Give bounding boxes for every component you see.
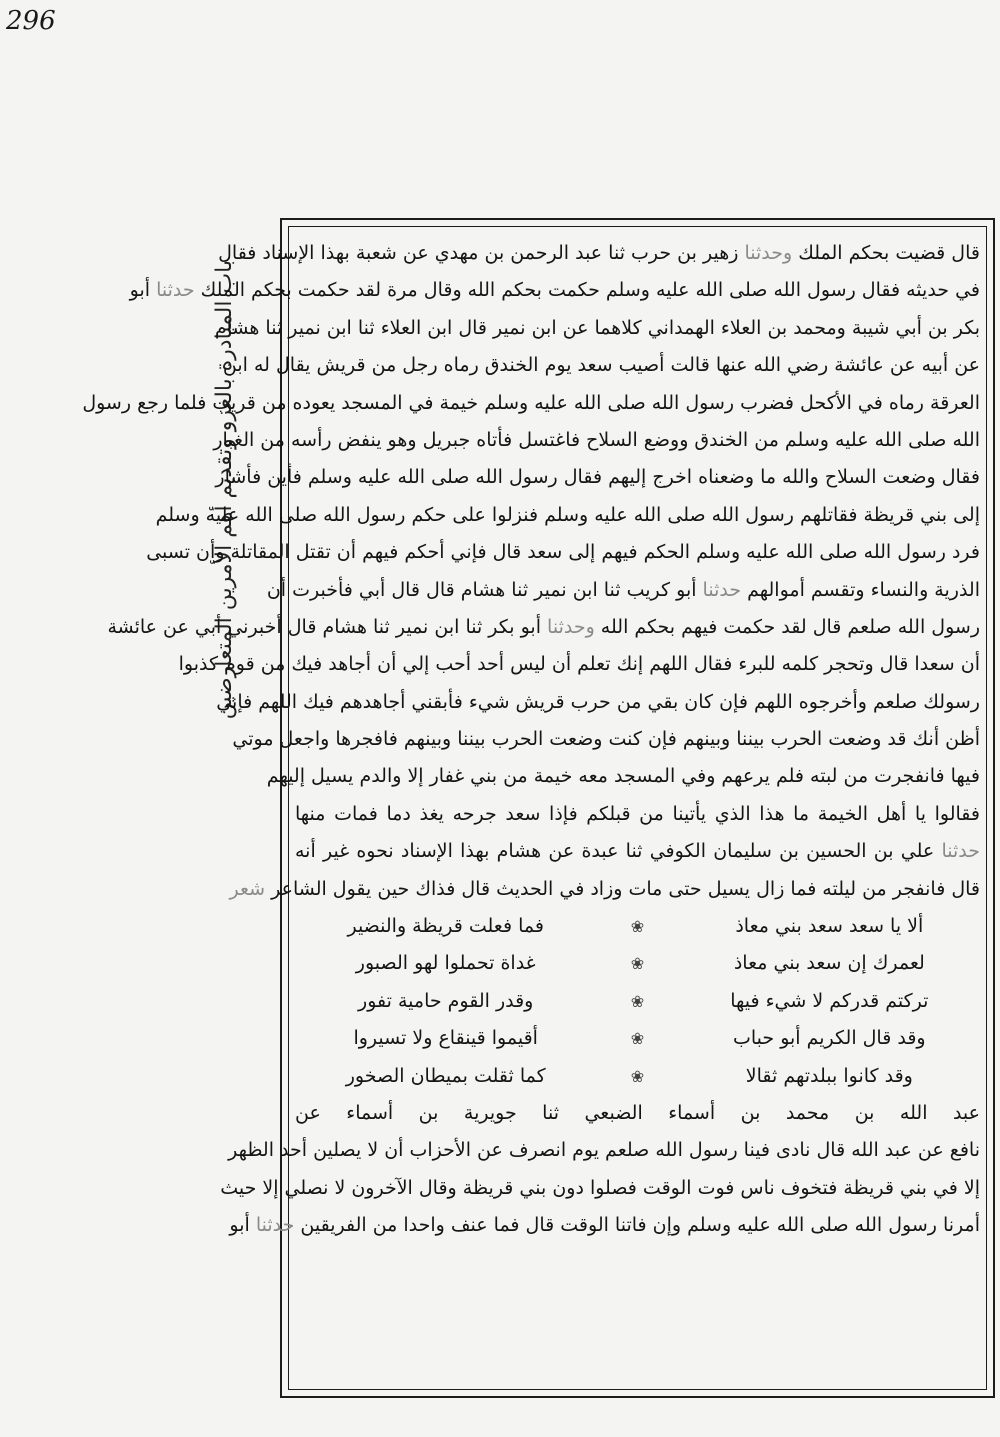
rubric-word: وحدثنا [547, 615, 595, 638]
margin-gloss-text: باب المبادرة بالغزو وتقديم أهم الأمرين المتعارضين [212, 260, 237, 720]
verse-hemistich-left: أقيموا قينقاع ولا تسيروا [353, 1027, 538, 1050]
text-line: عن أبيه عن عائشة رضي الله عنها قالت أصيب سعد يوم الخندق رماه رجل من قريش يقال له ابن [222, 354, 980, 377]
text-line: بكر بن أبي شيبة ومحمد بن العلاء الهمداني كلاهما عن ابن نمير قال ابن العلاء ثنا ابن نمير ثنا هشام [214, 316, 980, 339]
verse-line [295, 1058, 980, 1095]
text-line: العرقة رماه في الأكحل فضرب رسول الله صلى الله عليه وسلم خيمة في المسجد يعوده من قريب فلما رجع رسول [82, 391, 980, 414]
verse-hemistich-left: فما فعلت قريظة والنضير [347, 915, 544, 938]
verse-hemistich-right: لعمرك إن سعد بني معاذ [733, 952, 925, 975]
text-line: أن سعدا قال وتحجر كلمه للبرء فقال اللهم إنك تعلم أن ليس أحد أحب إلي أن أجاهد فيك من قوم كذبوا [178, 653, 980, 676]
verse-hemistich-left: وقدر القوم حامية تفور [358, 989, 534, 1012]
text-line: عبد الله بن محمد بن أسماء الضبعي ثنا جويرية بن أسماء عن [295, 1101, 980, 1124]
text-line: قال قضيت بحكم الملك وحدثنا زهير بن حرب ثنا عبد الرحمن بن مهدي عن شعبة بهذا الإسناد فقال [218, 242, 980, 264]
verse-hemistich-left: غداة تحملوا لهو الصبور [355, 952, 536, 975]
verse-line [295, 908, 980, 945]
text-line: رسول الله صلعم قال لقد حكمت فيهم بحكم الله وحدثنا أبو بكر ثنا ابن نمير ثنا هشام قال أخبرني أبي عن عائشة [107, 615, 980, 638]
text-line: أظن أنك قد وضعت الحرب بيننا وبينهم فإن كنت وضعت الحرب بيننا وبينهم فافجرها واجعل موتي [232, 728, 980, 751]
text-line: قال فانفجر من ليلته فما زال يسيل حتى مات وزاد في الحديث قال فذاك حين يقول الشاعر شعر [229, 877, 980, 900]
text-line: فقال وضعت السلاح والله ما وضعناه اخرج إليهم فقال رسول الله صلى الله عليه وسلم فأين فأشار [215, 466, 980, 489]
text-line: حدثنا علي بن الحسين بن سليمان الكوفي ثنا عبدة عن هشام بهذا الإسناد نحوه غير أنه [295, 840, 980, 863]
text-line: فقالوا يا أهل الخيمة ما هذا الذي يأتينا من قبلكم فإذا سعد جرحه يغذ دما فمات منها [295, 802, 980, 825]
verse-line [295, 983, 980, 1020]
text-line: في حديثه فقال رسول الله صلى الله عليه وسلم حكمت بحكم الله وقال مرة لقد حكمت بحكم الملك حدثنا أبو [129, 279, 980, 302]
rubric-word: حدثنا [156, 279, 195, 302]
verse-separator-icon: ❀ [630, 1029, 645, 1049]
rubric-word: وحدثنا [744, 242, 793, 264]
verse-separator-icon: ❀ [630, 954, 645, 974]
verse-hemistich-right: تركتم قدركم لا شيء فيها [730, 989, 929, 1012]
text-line: نافع عن عبد الله قال نادى فينا رسول الله صلعم يوم انصرف عن الأحزاب أن لا يصلين أحد الظهر [228, 1139, 980, 1162]
verse-line [295, 945, 980, 982]
rubric-word: شعر [229, 877, 266, 900]
text-line: إلى بني قريظة فقاتلهم رسول الله صلى الله عليه وسلم فنزلوا على حكم رسول الله صلى الله عليه وسلم [155, 503, 980, 526]
verse-line [295, 1020, 980, 1057]
text-line: الله صلى الله عليه وسلم من الخندق ووضع السلاح فاغتسل فأتاه جبريل وهو ينفض رأسه من الغبار [213, 428, 980, 451]
verse-hemistich-right: وقد كانوا ببلدتهم ثقالا [745, 1064, 913, 1087]
rubric-word: حدثنا [255, 1214, 295, 1237]
text-line: أمرنا رسول الله صلى الله عليه وسلم وإن فاتنا الوقت قال فما عنف واحدا من الفريقين حدثنا أبو [229, 1214, 980, 1237]
verse-hemistich-right: وقد قال الكريم أبو حباب [733, 1027, 926, 1050]
verse-hemistich-right: ألا يا سعد سعد بني معاذ [735, 915, 924, 938]
verse-separator-icon: ❀ [630, 1066, 645, 1086]
text-line: رسولك صلعم وأخرجوه اللهم فإن كان بقي من حرب قريش شيء فأبقني أجاهدهم فيك اللهم فإني [216, 690, 980, 713]
text-line: إلا في بني قريظة فتخوف ناس فوت الوقت فصلوا دون بني قريظة وقال الآخرون لا نصلي إلا حيث [220, 1176, 980, 1199]
text-line: الذرية والنساء وتقسم أموالهم حدثنا أبو كريب ثنا ابن نمير ثنا هشام قال قال أبي فأخبرت أن [266, 578, 980, 601]
verse-hemistich-left: كما ثقلت بميطان الصخور [345, 1064, 546, 1087]
page-number: 296 [6, 6, 56, 36]
rubric-word: حدثنا [702, 578, 742, 601]
text-line: فرد رسول الله صلى الله عليه وسلم الحكم فيهم إلى سعد قال فإني أحكم فيهم أن تقتل المقاتلة وأن تسبى [146, 541, 980, 564]
verse-separator-icon: ❀ [630, 917, 645, 937]
rubric-word: حدثنا [941, 840, 980, 863]
verse-separator-icon: ❀ [630, 991, 645, 1011]
text-line: فيها فانفجرت من لبته فلم يرعهم وفي المسجد معه خيمة من بني غفار إلا والدم يسيل إليهم [266, 765, 980, 788]
